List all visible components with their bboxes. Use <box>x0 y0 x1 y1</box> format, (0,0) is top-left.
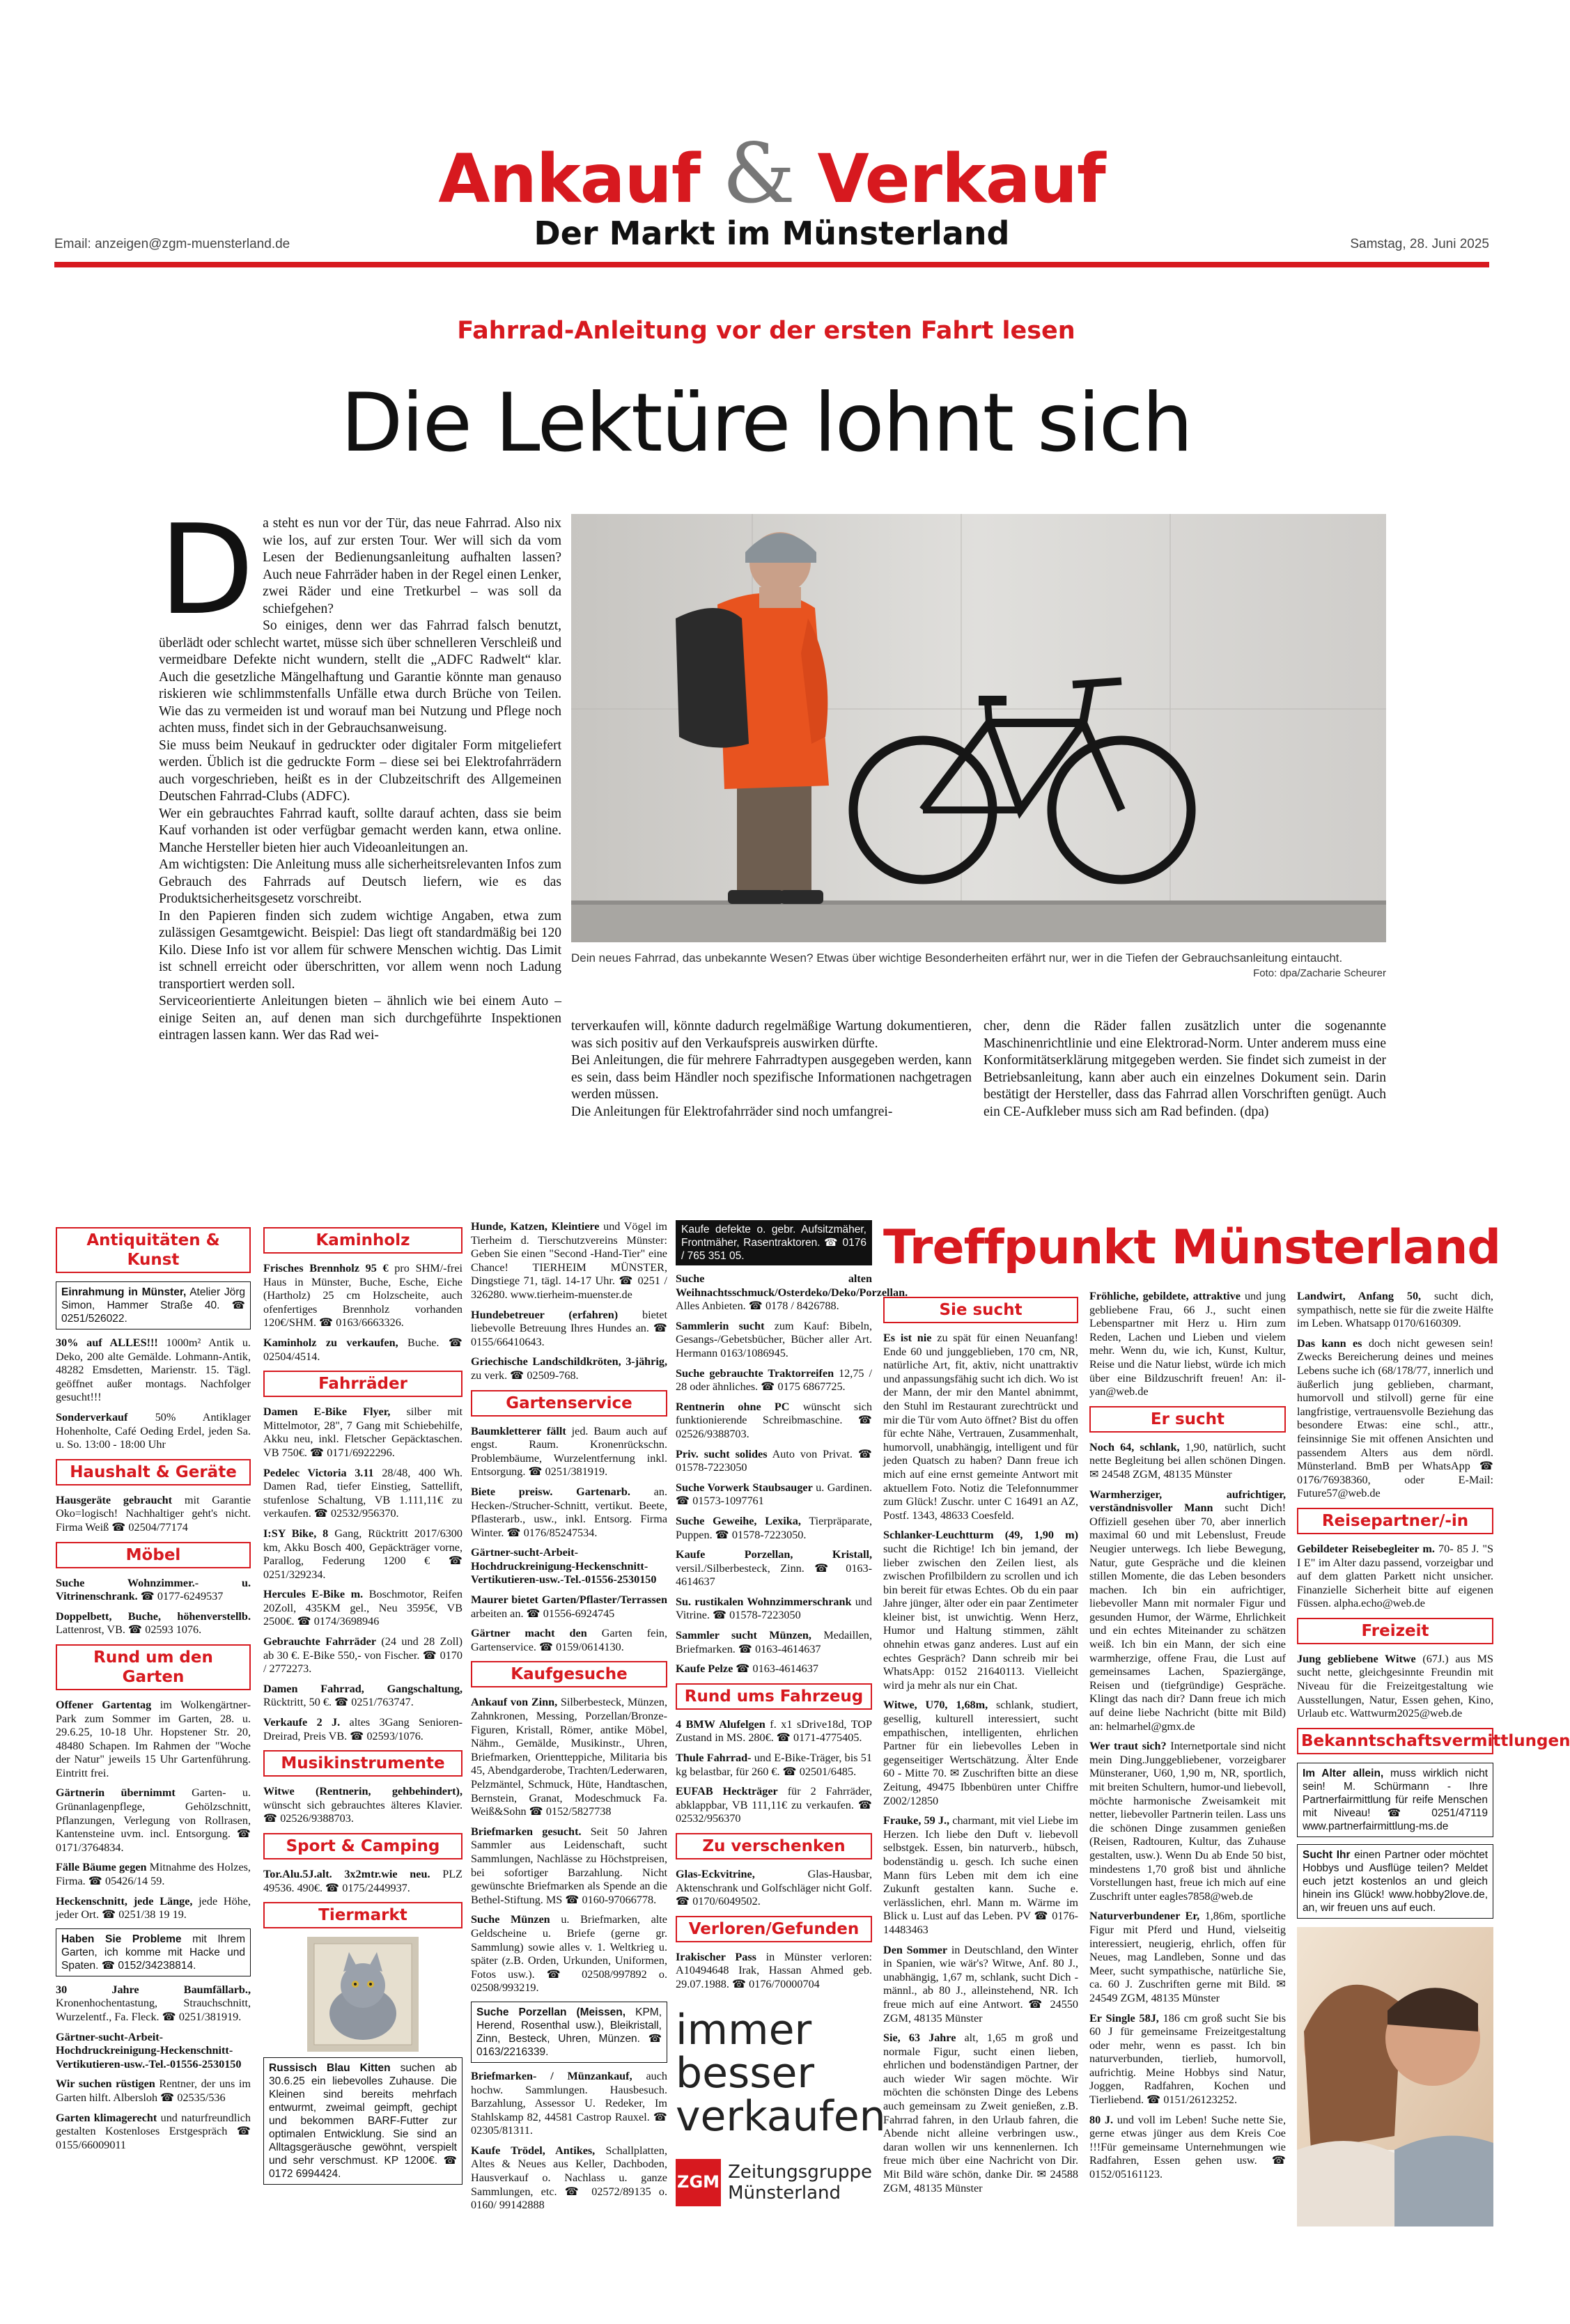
classified-ad <box>676 1448 872 1475</box>
ad-body: Garten- u. Grünanlagenpflege, Gehölzschnitt, Pflanzungen, Verlegung von Rollrasen, Kantensteine uvm. incl. Entsorgung. ☎ 0171/3764834. <box>56 1786 251 1854</box>
photo-caption <box>571 951 1386 981</box>
ad-lead: Doppelbett, Buche, höhenverstellb. <box>56 1609 251 1623</box>
classified-ad <box>676 1785 872 1826</box>
category-header: Reisepartner/-in <box>1297 1508 1493 1534</box>
ad-lead: Schlanker-Leuchtturm (49, 1,90 m) <box>883 1529 1078 1542</box>
category-header: Musikinstrumente <box>263 1750 463 1777</box>
classified-ad <box>883 1814 1078 1937</box>
classified-ad <box>471 1627 667 1654</box>
article-paragraph: a steht es nun vor der Tür, das neue Fahrrad. Also nix wie los, auf zur ersten Tour. Wer will sich da vom Lesen der Bedienungsanleitung aufhalten lassen? Auch neue Fahrräder haben in der Regel einen Lenker, zwei Räder und eine Tretkurbel – was soll da schiefgehen? <box>263 516 561 616</box>
category-header: Verloren/Gefunden <box>676 1916 872 1942</box>
masthead-subtitle: Der Markt im Münsterland <box>534 215 1010 252</box>
classified-ad <box>1089 1441 1286 1482</box>
classified-ad <box>263 1635 463 1676</box>
classified-ad <box>56 1895 251 1922</box>
ad-lead: Offener Gartentag <box>56 1698 152 1711</box>
ad-lead: Damen Fahrrad, Gangschaltung, <box>263 1682 463 1695</box>
ad-lead: Witwe, U70, 1,68m, <box>883 1699 988 1712</box>
category-header: Gartenservice <box>471 1390 667 1417</box>
ad-body: zu spät für einen Neuanfang! Ende 60 und junggeblieben, 170 cm, NR, natürliche Art, fit, aktiv, nicht unattraktiv und anpassungsfähig sucht ich dich. Wo ist der Mann, der mir den Mantel abnimmt, den Stuhl im Restaurant zurechtrückt und mir die Tür vom Auto öffnet? Bist du offen für echte Nähe, Vertrauen, Zusammenhalt, humorvoll, unabhängig, intelligent und für jeden Quatsch zu haben? Dann freue ich mich auf eine ernst gemeinte Antwort mit aktuellem Foto. Notiz die Telefonnummer zum Glück! Zuschr. unter C 16491 an AZ, Postf. 1343, 48633 Coesfeld. <box>883 1332 1078 1522</box>
category-header: Freizeit <box>1297 1618 1493 1644</box>
classified-ad <box>883 1529 1078 1692</box>
classified-ad <box>676 1718 872 1745</box>
ad-lead: Hausgeräte gebraucht <box>56 1493 173 1506</box>
classified-ad <box>56 1336 251 1405</box>
ad-body: und voll im Leben! Suche nette Sie, gerne etwas jünger aus dem Kreis Coe !!!Für gemeinsame Unternehmungen wie Radfahren, Essen gehen usw. ☎ 0152/05161123. <box>1089 2113 1287 2181</box>
ad-body: muss wirklich nicht sein! M. Schürmann - Ihre Partnerfairmittlung für reife Menschen mit Niveau! ☎ 0251/47119 www.partnerfairmittlung-ms.de <box>1303 1767 1489 1832</box>
ad-lead: Griechische Landschildkröten, 3-jährig, <box>471 1355 667 1368</box>
category-header: Haushalt & Geräte <box>56 1459 251 1485</box>
boxed-ad <box>1297 1763 1493 1837</box>
classified-ad <box>56 2031 251 2072</box>
category-header: Möbel <box>56 1542 251 1568</box>
classified-ad <box>1297 1337 1493 1501</box>
ad-body: (67J.) aus MS sucht nette, gleichgesinnte Freundin mit Niveau für die Freizeitgestaltung wie Ausstellungen, Natur, Essen gehen, Kino, Urlaub etc. Wattwurm2025@web.de <box>1297 1652 1493 1720</box>
classified-ad <box>471 1355 667 1382</box>
ad-lead: Den Sommer <box>883 1943 948 1956</box>
classified-ad <box>676 1752 872 1779</box>
ad-lead: Thule Fahrrad- <box>676 1752 752 1765</box>
ad-lead: Maurer bietet Garten/Pflaster/Terrassen <box>471 1593 667 1607</box>
ad-body: Silberbesteck, Münzen, Zahnkronen, Messing, Porzellan/Bronze-Figuren, Kristall, Römer, antike Möbel, Nähm., Gemälde, Musikinstr., Uhren, Briefmarken, Orientteppiche, Militaria bis 45, Abendgarderobe, Trachten/Lederwaren, Pelzmäntel, Schmuck, Hüte, Handtaschen, Bernstein, Granat, Modeschmuck Fa. Weiß&Sohn ☎ 0152/5827738 <box>471 1696 667 1818</box>
classified-ad <box>883 1944 1078 2026</box>
classified-ad <box>263 1262 463 1330</box>
classified-ad <box>56 2112 251 2153</box>
ad-lead: 80 J. <box>1089 2113 1114 2126</box>
ad-lead: Suche alten Weihnachtsschmuck/Osterdeko/Deko/Porzellan. <box>676 1272 908 1299</box>
ad-lead: Gärtner-sucht-Arbeit-Hochdruckreinigung-Heckenschnitt-Vertikutieren-usw.-Tel.-01556-2530150 <box>471 1546 657 1586</box>
ad-body: zum Kauf: Bibeln, Gesangs-/Gebetsbücher, Bücher aller Art. Hermann 0163/1086945. <box>676 1319 872 1359</box>
ad-lead: Baumkletterer fällt <box>471 1424 566 1437</box>
classifieds-section <box>0 1220 1570 2307</box>
ad-body: pro SHM/-frei Haus in Münster, Buche, Esche, Eiche (Hartholz) 25 cm Holzscheite, auch ofenfertiges Brennholz vorhanden 120€/SHM. ☎ 0163/6663326. <box>263 1262 463 1329</box>
ad-body: sucht Dich! Offiziell gesehen über 70, aber innerlich maximal 60 und mit Lebenslust, Freude Neugier unterwegs. Ich liebe Bewegung, Natur, gute Gespräche und die kleinen stillen Momente, die das Leben besonders machen. Ich bin ein aufrichtiger, liebevoller Mann mit normaler Figur und gesunden Humor, der Wärme, Ehrlichkeit und ein echtes Miteinander zu schätzen weiß. Ich bin ein Mann, der sich eine warmherzige, offene Frau, die Lust auf gemeinsames Lachen, Spaziergänge, Reisen und (tiefgründige) Gespräche. Klingt das nach dir? Dann freue ich mich auf deine liebe Nachricht (bitte mit Bild) an: helmarhel@gmx.de <box>1089 1502 1286 1733</box>
classified-ad <box>56 1411 251 1452</box>
ad-body: im Wolkengärtner-Park zum Sommer im Garten, 28. u. 29.6.25, 10-18 Uhr. Hopstener Str. 20, 48480 Schapen. Im Rahmen der "Woche der Natur" jeweils 15 Uhr Gartenführung. Eintritt frei. <box>56 1698 251 1779</box>
ad-lead: Gärtnerin übernimmt <box>56 1786 176 1800</box>
article-paragraph: Die Anleitungen für Elektrofahrräder sind noch umfangrei- <box>571 1104 893 1119</box>
ad-lead: Wer traut sich? <box>1089 1740 1167 1753</box>
category-header: Sport & Camping <box>263 1833 463 1859</box>
ad-lead: Im Alter allein, <box>1303 1767 1384 1779</box>
ad-body: suchen ab 30.6.25 ein liebevolles Zuhause. Die Kleinen sind bereits mehrfach entwurmt, zweimal geimpft, gechipt und bekommen BARF-Futter zur optimalen Entwicklung. Sie sind an Alltagsgeräusche gewöhnt, verspielt und sehr verschmust. KP 1200€. ☎ 0172 6994424. <box>269 2062 457 2181</box>
classified-ad <box>471 2070 667 2138</box>
ad-body: Kronenhochentastung, Strauchschnitt, Wurzelentf., Fa. Fleck. ☎ 0251/381919. <box>56 1997 251 2023</box>
ad-lead: Fälle Bäume gegen <box>56 1861 147 1874</box>
ad-lead: Kaufe Trödel, Antikes, <box>471 2144 596 2157</box>
zgm-promo <box>676 2005 886 2206</box>
classified-ad <box>676 1662 872 1676</box>
classified-ad <box>676 1481 872 1508</box>
category-header: Fahrräder <box>263 1371 463 1397</box>
ad-lead: Briefmarken gesucht. <box>471 1825 582 1838</box>
ad-lead: Gärtner-sucht-Arbeit-Hochdruckreinigung-Heckenschnitt-Vertikutieren-usw.-Tel.-01556-2530150 <box>56 2030 242 2070</box>
ad-lead: Jung gebliebene Witwe <box>1297 1652 1416 1665</box>
boxed-ad <box>1297 1844 1493 1919</box>
ad-lead: Hercules E-Bike m. <box>263 1588 364 1601</box>
ad-lead: Es ist nie <box>883 1332 932 1344</box>
ad-body: in Münster verloren: A10494648 Irak, Hassan Ahmed geb. 29.07.1988. ☎ 0176/70000704 <box>676 1950 872 1990</box>
classifieds-column-3 <box>471 1220 667 2307</box>
ad-body: für 2 Fahrräder, abklappbar, VB 111,11€ zu verkaufen. ☎ 02532/956370 <box>676 1785 872 1825</box>
ad-body: Schallplatten, Altes & Neues aus Keller, Dachboden, Hausverkauf o. Nachlass u. ganze Sammlungen, etc. ☎ 02572/89135 o. 0160/ 99142888 <box>471 2144 668 2212</box>
ad-body: mit Ihrem Garten, ich komme mit Hacke und Spaten. ☎ 0152/34238814. <box>61 1933 245 1972</box>
ad-lead: Sammlerin sucht <box>676 1319 765 1332</box>
ad-body: u. Gardinen. ☎ 01573-1097761 <box>676 1481 872 1508</box>
classified-ad <box>471 1825 667 1908</box>
ad-body: (24 und 28 Zoll) ab 30 €. E-Bike 550,- von Fischer. ☎ 0170 / 2772273. <box>263 1635 463 1676</box>
classified-ad <box>263 1683 463 1710</box>
ad-body: in Deutschland, den Winter in Spanien, wie wär's? Witwe, Anf. 80 J., unabhängig, 1,67 m, schlank, sucht Dich - männl., ab 80 J., alleinstehend, NR. Ich freue mich auf eine Antwort. ☎ 24550 ZGM, 48135 Münster <box>883 1943 1078 2025</box>
ad-lead: Naturverbundener Er, <box>1089 1910 1200 1923</box>
ad-body: KPM, Herend, Rosenthal usw.), Bleikristall, Zinn, Besteck, Uhren, Münzen. ☎ 0163/2216339. <box>476 2006 662 2058</box>
ad-body: Rentner, der uns im Garten hilft. Albersloh ☎ 02535/536 <box>56 2077 251 2104</box>
ad-lead: Sucht Ihr <box>1303 1848 1351 1861</box>
ad-body: 1000m² Antik u. Deko, 200 alte Gemälde. Lohmann-Antik, 48282 Emsdetten, Marienstr. 15. Tägl. geöffnet außer montags. Nachfolger gesucht!!! <box>56 1336 251 1404</box>
ad-body: wünscht sich funktionierende Schreibmaschine. ☎ 02526/9388703. <box>676 1400 872 1440</box>
ad-lead: Heckenschnitt, jede Länge, <box>56 1894 193 1908</box>
ad-lead: Sammler sucht Münzen, <box>676 1629 811 1642</box>
ad-lead: Suche gebrauchte Traktorreifen <box>676 1366 834 1380</box>
issue-date: Samstag, 28. Juni 2025 <box>1350 237 1489 251</box>
classified-ad <box>263 1336 463 1364</box>
classified-ad <box>676 1515 872 1542</box>
ad-lead: Kaufe Pelze <box>676 1662 733 1676</box>
ad-body: 70- 85 J. "S I E" im Alter dazu passend, vorzeigbar und auf dem glatten Parkett nicht unsicher. Finanzielle Sicherheit bitte auf eigenen Füssen. alpha.echo@web.de <box>1297 1542 1493 1610</box>
ad-body: und Vitrine. ☎ 01578-7223050 <box>676 1595 872 1622</box>
ad-lead: Irakischer Pass <box>676 1950 756 1963</box>
classified-ad <box>263 1467 463 1521</box>
highlighted-ad: Kaufe defekte o. gebr. Aufsitzmäher, Frontmäher, Rasentraktoren. ☎ 0176 / 765 351 05. <box>676 1220 872 1265</box>
classified-ad <box>56 2077 251 2105</box>
ad-lead: Su. rustikalen Wohnzimmerschrank <box>676 1595 852 1608</box>
ad-body: Lattenrost, VB. ☎ 02593 1076. <box>56 1623 202 1637</box>
treffpunkt-title: Treffpunkt Münsterland <box>883 1220 1501 1275</box>
masthead-title <box>54 125 1489 221</box>
ad-body: bietet liebevolle Betreuung Ihres Hundes an. ☎ 0155/66410643. <box>471 1308 667 1348</box>
ad-lead: Suche Porzellan (Meissen, <box>476 2006 626 2018</box>
ad-body: sucht die Richtige! Ich bin jemand, der lieber zwischen den Zeilen liest, als zwischen Profilbildern zu scrollen und ich bin bereit für etwas Echtes. Ob du ein paar Jahre jünger, älter oder ein paar Zentimeter kleiner bist, ist unwichtig. Wenn Herz, Humor und Haltung stimmen, zählt ohnehin etwas ganz anderes. Lust auf ein echtes Gespräch? Dann schreib mir bei WhatsApp: 0152 21640113. Vielleicht wird ja mehr als nur ein Chat. <box>883 1542 1078 1692</box>
category-header: Antiquitäten & Kunst <box>56 1227 251 1273</box>
classified-ad <box>56 1494 251 1535</box>
classified-ad <box>471 1913 667 1995</box>
category-header: Er sucht <box>1089 1406 1286 1433</box>
classifieds-column-2 <box>263 1220 463 2307</box>
classified-ad <box>676 1868 872 1909</box>
ad-body: ☎ 0177-6249537 <box>137 1590 224 1603</box>
ad-lead: Suche Münzen <box>471 1913 550 1926</box>
classified-ad <box>263 1588 463 1629</box>
boxed-ad <box>263 2057 463 2185</box>
dropcap: D <box>159 498 255 642</box>
zgm-line-1: Zeitungsgruppe <box>728 2161 872 2183</box>
classified-ad <box>1297 1653 1493 1721</box>
ad-body: Alles Anbieten. ☎ 0178 / 8426788. <box>676 1300 839 1313</box>
ad-body: Auto von Privat. ☎ 01578-7223050 <box>676 1447 872 1474</box>
ad-body: Glas-Hausbar, Aktenschrank und Golfschläger nicht Golf. ☎ 0170/6049502. <box>676 1868 872 1908</box>
classified-ad <box>1297 1290 1493 1331</box>
classified-ad <box>471 1696 667 1818</box>
ad-lead: Hunde, Katzen, Kleintiere <box>471 1220 600 1233</box>
ad-body: schlank, studiert, gesellig, kulturell interessiert, sucht empathischen, intelligenten, ehrlichen Partner für ein liebevolles Leben in gegenseitiger Wertschätzung. Älter Ende 60 - Mitte 70. ✉ Zuschriften bitte an diese Zeitung, 49475 Ibbenbüren unter Chiffre Z002/12850 <box>883 1699 1078 1807</box>
ad-body: 186 cm groß sucht Sie bis 60 J für gemeinsame Freizeitgestaltung oder mehr, wenn es passt. Ich bin naturverbunden, tierlieb, humorvoll, aufrichtig. Meine Hobbys sind Natur, Joggen, Radfahren, Kochen und Tierliebend. ☎ 0151/26123252. <box>1089 2011 1286 2107</box>
ad-body: Medaillen, Briefmarken. ☎ 0163-4614637 <box>676 1629 872 1655</box>
classifieds-column-7 <box>1297 1290 1570 2307</box>
ad-body: versil./Silberbesteck, Zinn. ☎ 0163-4614637 <box>676 1561 872 1589</box>
ad-body: 1,86m, sportliche Figur mit Pferd und Hund, vielseitig interessiert, neugierig, ehrlich, offen für Neues, mag Landleben, Sonne und das Meer, sucht sympathische, natürliche Sie, ca. 60 J. Zuschriften gerne mit Bild. ✉ 24549 ZGM, 48135 Münster <box>1089 1910 1286 2004</box>
classified-ad <box>883 1332 1078 1522</box>
ad-body: altes 3Gang Senioren-Dreirad, Preis VB. ☎ 02593/1076. <box>263 1716 463 1742</box>
ad-body: 28/48, 400 Wh. Damen Rad, tiefer Einstieg, Sattellift, stufenlose Schaltung, VB 1.111,11€ zu verkaufen. ☎ 02532/956370. <box>263 1466 463 1520</box>
classified-ad <box>1297 1543 1493 1611</box>
ad-body: u. Briefmarken, alte Geldscheine u. Briefe (gerne gr. Sammlung) sowie alles v. 1. Weltkrieg u. später (z.B. Orden, Urkunden, Uniformen, Fotos usw.). ☎ 02508/997892 o. 02508/993219. <box>471 1913 667 1995</box>
ad-body: und naturfreundlich gestalten Kostenloses Erstgespräch ☎ 0155/66009011 <box>56 2111 251 2151</box>
ad-lead: EUFAB Heckträger <box>676 1785 778 1798</box>
ad-lead: Briefmarken- / Münzankauf, <box>471 2069 632 2082</box>
article-paragraph: terverkaufen will, könnte dadurch regelmäßige Wartung dokumentieren, was sich positiv auf den Verkaufspreis auswirken dürfte. <box>571 1019 972 1051</box>
article-paragraph: Sie muss beim Neukauf in gedruckter oder digitaler Form mitgeliefert werden. Üblich ist die gedruckte Form – diese sei bei Elektrofahrrädern auch vorgeschrieben, heißt es in der Clubzeitschrift des Allgemeinen Deutschen Fahrrad-Clubs (ADFC). <box>159 738 561 804</box>
ad-lead: Damen E-Bike Flyer, <box>263 1405 391 1419</box>
article-paragraph: Bei Anleitungen, die für mehrere Fahrradtypen ausgegeben werden, kann es sein, dass beim Händler noch spezifische Informationen nachgetragen werden müssen. <box>571 1053 972 1102</box>
ad-body: Seit 50 Jahren Sammler aus Leidenschaft, sucht Sammlungen, Nachlässe zu Höchstpreisen, bei sofortiger Barzahlung. Nicht gewünschte Briefmarken als Spende an die Bethel-Stiftung. MS ☎ 0160-97066778. <box>471 1825 667 1906</box>
classified-ad <box>1089 2114 1286 2182</box>
ad-body: ☎ 0163-4614637 <box>733 1662 818 1676</box>
ad-lead: Haben Sie Probleme <box>61 1933 182 1945</box>
ad-body: doch nicht gewesen sein! Zwecks Bereicherung deines und meines Lebens suche ich (68/178/77, innerlich und äußerlich jung geblieben, charmant, humorvoll und stilvoll) gerne für eine langfristige, vertrauensvolle Beziehung das besondere Etwas: eine schl., attr., feinsinnige Sie mit offenen Ansichten und passendem Alters aus dem nördl. Münsterland. BmB per WhatsApp ☎ 0176/76938360, oder E-Mail: Future57@web.de <box>1297 1336 1493 1500</box>
title-ampersand: & <box>722 125 795 221</box>
category-header: Rund ums Fahrzeug <box>676 1683 872 1710</box>
caption-text: Dein neues Fahrrad, das unbekannte Wesen? Etwas über wichtige Besonderheiten erfährt nur, wer in die Tiefen der Gebrauchsanleitung eintaucht. <box>571 951 1343 965</box>
ad-lead: Verkaufe 2 J. <box>263 1716 341 1729</box>
ad-lead: Suche Geweihe, Lexika, <box>676 1514 801 1527</box>
ad-body: wünscht sich gebrauchtes älteres Klavier. ☎ 02526/9388703. <box>263 1798 463 1825</box>
classified-ad <box>883 1699 1078 1808</box>
classified-ad <box>56 1610 251 1637</box>
ad-lead: Das kann es <box>1297 1336 1362 1350</box>
article-column-2 <box>571 1018 972 1178</box>
ad-body: Buche. ☎ 02504/4514. <box>263 1336 463 1363</box>
category-header: Rund um den Garten <box>56 1644 251 1690</box>
ad-body: Atelier Jörg Simon, Hammer Straße 40. ☎ 0251/526022. <box>61 1286 245 1325</box>
classified-ad <box>471 1485 667 1540</box>
ad-body: 1,90, natürlich, sucht nette Begleitung bei allen schönen Dingen. ✉ 24548 ZGM, 48135 Münster <box>1089 1440 1287 1481</box>
ad-lead: 4 BMW Alufelgen <box>676 1717 765 1731</box>
article-column-3 <box>984 1018 1386 1178</box>
zgm-wordmark <box>728 2162 872 2204</box>
ad-body: Mitnahme des Holzes, Firma. ☎ 05426/14 59. <box>56 1861 251 1888</box>
article-paragraph: So einiges, denn wer das Fahrrad falsch benutzt, überlädt oder schlecht wartet, müsse sich über schnelleren Verschleiß und vermeidbare Defekte nicht wundern, stellt die „ADFC Radwelt“ klar. Auch die gesetzliche Mängelhaftung und Garantie könnte man genauso riskieren wie schlimmstenfalls Unfälle etwa durch Brüche von Teilen. Wie das zu vermeiden ist und worauf man bei Nutzung und Pflege noch achten muss, findet sich in der Gebrauchsanweisung. <box>159 618 561 735</box>
ad-lead: Sonderverkauf <box>56 1410 128 1424</box>
classified-ad <box>263 1868 463 1895</box>
title-ankauf: Ankauf <box>438 140 700 218</box>
ad-lead: Noch 64, schlank, <box>1089 1440 1180 1453</box>
classified-ad <box>676 1951 872 1992</box>
ad-body: und E-Bike-Träger, bis 51 kg belastbar, für 260 €. ☎ 02501/6485. <box>676 1752 872 1778</box>
classified-ad <box>676 1596 872 1623</box>
category-header: Bekanntschaftsvermittlungen <box>1297 1728 1493 1754</box>
ad-body: Garten fein, Gartenservice. ☎ 0159/0614130. <box>471 1627 667 1653</box>
zgm-brand <box>676 2159 872 2206</box>
classified-ad <box>471 2144 667 2213</box>
classified-ad <box>263 1527 463 1582</box>
ad-lead: Landwirt, Anfang 50, <box>1297 1290 1422 1302</box>
zgm-logo-icon: ZGM <box>676 2159 721 2206</box>
classified-ad <box>263 1405 463 1460</box>
ad-body: Internetportale sind nicht mein Ding.Junggebliebener, vorzeigbarer Münsteraner, U60, 1,90 m, NR, sportlich, mit breiten Schultern, humor-und liebevoll, möchte harmonische Zweisamkeit mit netter, liebevoller Partnerin teilen. Lass uns die schönen Dinge zusammen genießen (Reisen, Radtouren, Kultur, das Zuhause gestalten, usw.). Wenn Du ab Ende 50 bist, mindestens 1,70 groß bist und ähnliche Vorstellungen hast, freue ich mich auf eine Zuschrift unter eagles7858@web.de <box>1089 1740 1286 1903</box>
ad-lead: Tor.Alu.5J.alt. 3x2mtr.wie neu. <box>263 1868 430 1880</box>
ad-lead: Fröhliche, gebildete, attraktive <box>1089 1290 1241 1302</box>
ad-lead: I:SY Bike, 8 <box>263 1527 329 1540</box>
ad-body: charmant, mit viel Liebe im Herzen. Ich liebe den Duft v. liebevoll selbstgek. Essen, bin naturverb., hübsch, bodenständig u. gesch. Ich suche einen Mann fürs Leben mit dem ich eine Zukunft gestalten kann. Suche e. verlässlichen, ehrl. Mann m. Wärme im Blick u. Lust auf das Leben. PV ☎ 0176-14483463 <box>883 1814 1078 1936</box>
ad-lead: 30% auf ALLES!!! <box>56 1336 158 1349</box>
ad-body: und Vögel im Tierheim d. Tierschutzvereins Münster: Geben Sie einen "Second -Hand-Tier" eine Chance! TIERHEIM MÜNSTER, Dingstiege 71, tägl. 14-17 Uhr. ☎ 0251 / 326280. www.tierheim-muenster.de <box>471 1220 668 1301</box>
article-column-1 <box>159 498 561 1142</box>
classifieds-column-5 <box>883 1290 1078 2307</box>
ad-body: PLZ 49536. 490€. ☎ 0175/2449937. <box>263 1868 463 1894</box>
ad-lead: Pedelec Victoria 3.11 <box>263 1466 374 1479</box>
classified-ad <box>471 1593 667 1621</box>
ad-lead: Wir suchen rüstigen <box>56 2077 155 2091</box>
couple-photo <box>1297 1927 1493 2226</box>
ad-lead: Witwe (Rentnerin, gehbehindert), <box>263 1785 463 1798</box>
ad-lead: Glas-Eckvitrine, <box>676 1868 755 1880</box>
ad-body: f. x1 sDrive18d, TOP Zustand in MS. 280€. ☎ 0171-4775405. <box>676 1717 873 1745</box>
ad-lead: Kaufe Porzellan, Kristall, <box>676 1548 872 1561</box>
article-paragraph: Serviceorientierte Anleitungen bieten – ähnlich wie bei einem Auto – einige Seiten an, auf denen man sich durchgeführte Inspektionen eintragen lassen kann. Wer das Rad wei- <box>159 994 561 1043</box>
boxed-ad <box>56 1281 251 1329</box>
classified-ad <box>263 1785 463 1826</box>
kitten-photo <box>307 1937 419 2052</box>
ad-body: jede Höhe, jeder Ort. ☎ 0251/38 19 19. <box>56 1894 251 1921</box>
ad-body: und jung gebliebene Frau, 66 J., sucht einen Lebenspartner mit Herz u. Hirn zum Reden, Lachen und Lieben und vielem mehr. Wenn du, wie ich, Kunst, Kultur, Reise und die Natur liebst, würde ich mich über eine Bildzuschrift freuen! An: il-yan@web.de <box>1089 1290 1286 1398</box>
ad-body: mit Garantie Oko=logisch! Nachhaltiger geht's nicht. Firma Weiß ☎ 02504/77174 <box>56 1493 251 1534</box>
classified-ad <box>676 1272 908 1313</box>
article-paragraph: Am wichtigsten: Die Anleitung muss alle sicherheitsrelevanten Infos zum Gebrauch des Fahrrads auf Deutsch liefern, wie es das Produktsicherheitsgesetz vorschreibt. <box>159 857 561 906</box>
cyclist-with-bike-illustration <box>571 514 1386 942</box>
category-header: Zu verschenken <box>676 1833 872 1859</box>
article-paragraph: Wer ein gebrauchtes Fahrrad kauft, sollte darauf achten, dass sie beim Kauf vorhanden ist oder verfügbar gemacht werden kann, etwa online. Manche Hersteller bieten hier auch Videoanleitungen an. <box>159 806 561 855</box>
classified-ad <box>56 1786 251 1855</box>
title-verkauf: Verkauf <box>817 140 1105 218</box>
classifieds-column-1 <box>56 1220 251 2307</box>
ad-body: jed. Baum auch auf engst. Raum. Kronenrückschn. Problembäume, Wurzelentfernung inkl. Entsorgung. ☎ 0251/381919. <box>471 1424 667 1479</box>
promo-slogan: immer besser verkaufen <box>676 2005 886 2141</box>
masthead-rule <box>54 262 1489 267</box>
classified-ad <box>56 1861 251 1888</box>
ad-body: Rücktritt, 50 €. ☎ 0251/763747. <box>263 1696 414 1709</box>
ad-body: silber mit Mittelmotor, 28", 7 Gang mit Schiebehilfe, Akku neu, inkl. Fletscher Gepäcktaschen. VB 750€. ☎ 0171/6922296. <box>263 1405 463 1459</box>
ad-lead: Gebrauchte Fahrräder <box>263 1635 377 1648</box>
ad-lead: Er Single 58J, <box>1089 2011 1159 2025</box>
ad-body: Gang, Rücktritt 2017/6300 km, Akku Bosch 400, Gepäckträger vorne, Parallog, Federung 1200 € ☎ 0251/329234. <box>263 1527 463 1581</box>
category-header: Sie sucht <box>883 1297 1078 1323</box>
article-photo <box>571 514 1386 942</box>
article-headline: Die Lektüre lohnt sich <box>341 376 1192 470</box>
ad-lead: Priv. sucht solides <box>676 1447 768 1460</box>
article-paragraph: cher, denn die Räder fallen zusätzlich unter die sogenannte Maschinenrichtlinie und eine Elektrorad-Norm. Unter anderem muss eine Konformitätserklärung mitgegeben werden. Sie findet sich zumeist in der Betriebsanleitung, kann aber auch ein einzelnes Dokument sein. Darin bestätigt der Hersteller, dass das Fahrrad allen Vorschriften genügt. Auch ein CE-Aufkleber muss sich am Rad befinden. (dpa) <box>984 1019 1386 1119</box>
ad-lead: Gärtner macht den <box>471 1627 587 1640</box>
ad-body: auch hochw. Sammlungen. Hausbesuch. Barzahlung, Assessor U. Redeker, Im Stahlskamp 82, 44581 Castrop Rauxel. ☎ 02305/81311. <box>471 2069 667 2137</box>
ad-body: arbeiten an. ☎ 01556-6924745 <box>471 1607 615 1620</box>
article-kicker: Fahrrad-Anleitung vor der ersten Fahrt lesen <box>457 317 1075 345</box>
ad-body: 50% Antiklager Hohenholte, Café Oeding Erdel, jeden Sa. u. So. 13:00 - 18:00 Uhr <box>56 1410 251 1451</box>
ad-lead: Hundebetreuer (erfahren) <box>471 1308 619 1321</box>
ad-body: an. Hecken-/Strucher-Schnitt, vertikut. Beete, Pflasterarb., usw., inkl. Entsorg. Firma Winter. ☎ 0176/85247534. <box>471 1485 667 1539</box>
ad-lead: Biete preisw. Gartenarb. <box>471 1485 630 1498</box>
masthead <box>54 125 1489 272</box>
ad-body: Boschmotor, Reifen 20Zoll, 435KM gel., Neu 3595€, VB 2500€. ☎ 0174/3698946 <box>263 1588 463 1628</box>
contact-email[interactable]: Email: anzeigen@zgm-muensterland.de <box>54 237 290 251</box>
boxed-ad <box>471 2002 667 2063</box>
article-paragraph: In den Papieren finden sich zudem wichtige Angaben, etwa zum zulässigen Gesamtgewicht. Beispiel: Das liegt oft standardmäßig bei 120 Kilo. Diese Info ist vor allem für schwere Menschen wichtig. Das Limit ist schnell erreicht oder überschritten, vor allem wenn noch Ladung transportiert werden soll. <box>159 908 561 992</box>
classified-ad <box>56 1577 251 1604</box>
classified-ad <box>471 1220 667 1302</box>
classified-ad <box>1089 1290 1286 1399</box>
classified-ad <box>56 1983 251 2025</box>
ad-body: Tierpräparate, Puppen. ☎ 01578-7223050. <box>676 1514 872 1541</box>
ad-lead: Suche Wohnzimmer.- u. Vitrinenschrank. <box>56 1576 251 1603</box>
classified-ad <box>676 1320 872 1361</box>
ad-lead: Kaminholz zu verkaufen, <box>263 1336 398 1349</box>
classified-ad <box>676 1548 872 1589</box>
ad-lead: Sie, 63 Jahre <box>883 2031 956 2045</box>
ad-lead: Warmherziger, aufrichtiger, verständnisvoller Mann <box>1089 1488 1286 1515</box>
classified-ad <box>263 1716 463 1743</box>
classified-ad <box>471 1425 667 1479</box>
classified-ad <box>1089 1740 1286 1903</box>
ad-lead: Frisches Brennholz 95 € <box>263 1262 389 1274</box>
ad-lead: 30 Jahre Baumfällarb., <box>56 1983 251 1996</box>
classifieds-column-6 <box>1089 1290 1286 2307</box>
classified-ad <box>1089 2012 1286 2107</box>
ad-body: sucht dich, sympathisch, nette sie für die zweite Hälfte im Leben. Whatsapp 0170/6160309. <box>1297 1290 1493 1330</box>
classified-ad <box>676 1629 872 1656</box>
zgm-line-2: Münsterland <box>728 2182 841 2204</box>
boxed-ad <box>56 1928 251 1976</box>
classified-ad <box>1089 1488 1286 1734</box>
classified-ad <box>883 2031 1078 2195</box>
ad-lead: Rentnerin ohne PC <box>676 1400 790 1413</box>
classified-ad <box>56 1699 251 1781</box>
ad-lead: Suche Vorwerk Staubsauger <box>676 1481 813 1494</box>
classified-ad <box>471 1546 667 1587</box>
classified-ad <box>1089 1910 1286 2005</box>
classified-ad <box>471 1309 667 1350</box>
ad-body: zu verk. ☎ 02509-768. <box>471 1368 579 1382</box>
ad-lead: Russisch Blau Kitten <box>269 2062 391 2075</box>
classified-ad <box>676 1367 872 1394</box>
classified-ad <box>676 1401 872 1442</box>
ad-lead: Ankauf von Zinn, <box>471 1696 558 1709</box>
ad-body: 12,75 / 28 oder ähnliches. ☎ 0175 6867725. <box>676 1366 872 1394</box>
category-header: Kaufgesuche <box>471 1661 667 1687</box>
ad-lead: Einrahmung in Münster, <box>61 1286 187 1298</box>
category-header: Tiermarkt <box>263 1902 463 1928</box>
ad-body: einen Partner oder möchtet Hobbys und Ausflüge teilen? Meldet euch jetzt kostenlos an und gleich hinein ins Glück! www.hobby2love.de, an, wir freuen uns auf euch. <box>1303 1848 1489 1914</box>
ad-lead: Frauke, 59 J., <box>883 1814 950 1827</box>
ad-lead: Gebildeter Reisebegleiter m. <box>1297 1542 1435 1555</box>
ad-lead: Garten klimagerecht <box>56 2111 157 2124</box>
photo-credit: Foto: dpa/Zacharie Scheurer <box>1253 967 1386 979</box>
ad-body: alt, 1,65 m groß und normale Figur, sucht einen lieben, ehrlichen und bodenständigen Partner, der auch wieder Wir sagen möchte. Wir möchten die schönsten Dinge des Lebens auch gemeinsam zu Zweit genießen, z.B. Fahrrad fahren, in den Urlaub fahren, die Abende nicht alleine verbringen usw., daran wollen wir uns kennenlernen. Ich freue mich über eine Nachricht von Dir. Mit Bild wäre schön, danke Dir. ✉ 24588 ZGM, 48135 Münster <box>883 2031 1078 2194</box>
category-header: Kaminholz <box>263 1227 463 1254</box>
